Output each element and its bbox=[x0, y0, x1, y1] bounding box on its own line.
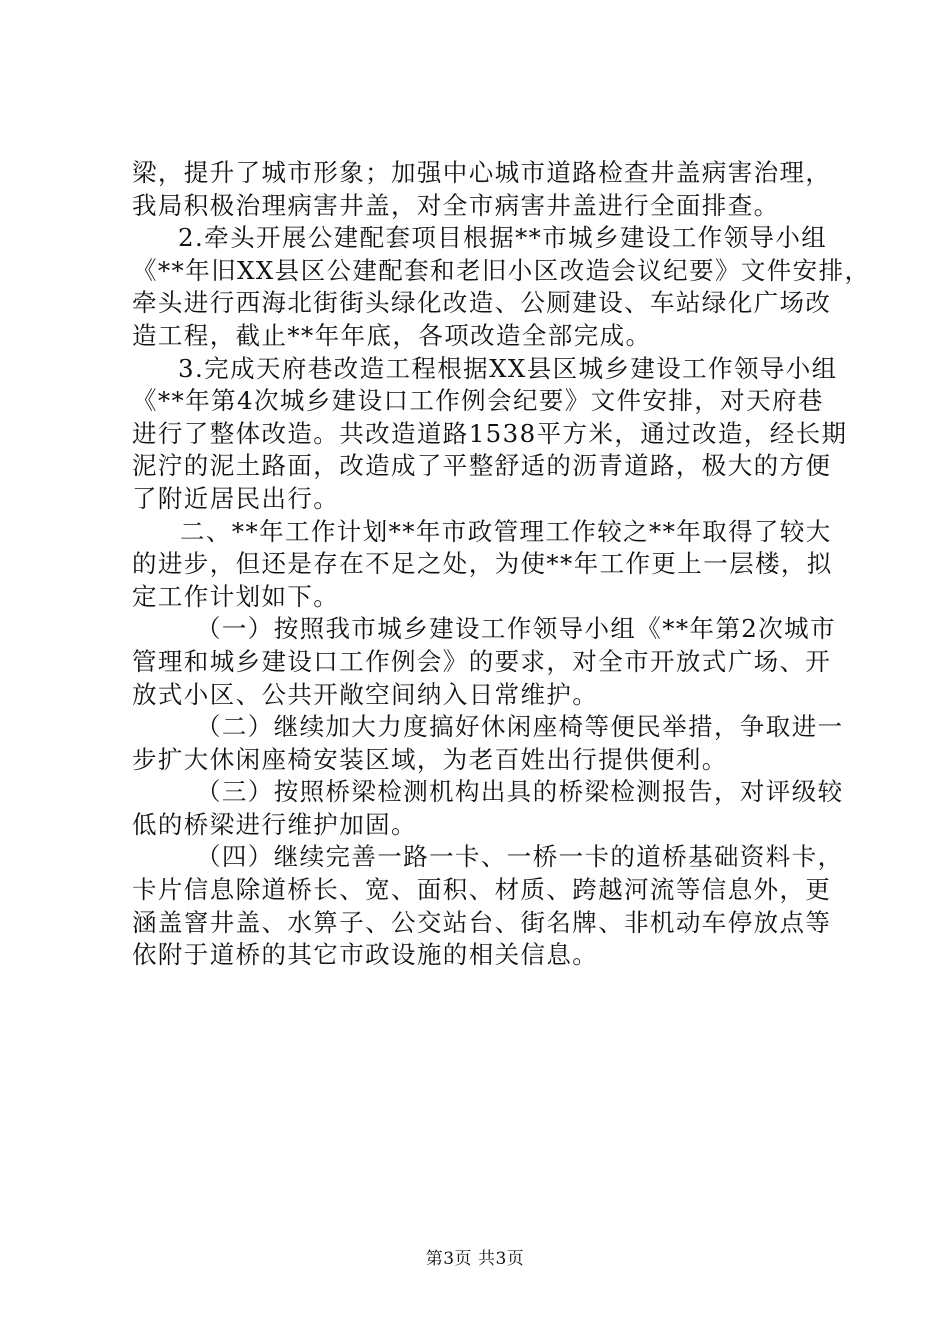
text-line: 梁，提升了城市形象；加强中心城市道路检查井盖病害治理， bbox=[132, 158, 832, 187]
text-line: 2.牵头开展公建配套项目根据**市城乡建设工作领导小组 bbox=[178, 223, 828, 253]
text-line: 依附于道桥的其它市政设施的相关信息。 bbox=[132, 940, 599, 970]
text-line: 我局积极治理病害井盖，对全市病害井盖进行全面排查。 bbox=[132, 190, 780, 220]
document-body bbox=[132, 157, 871, 972]
text-line: 了附近居民出行。 bbox=[132, 483, 340, 513]
text-line: （一）按照我市城乡建设工作领导小组《**年第2次城市 bbox=[196, 614, 836, 644]
text-line: 定工作计划如下。 bbox=[132, 581, 340, 611]
text-line: （二）继续加大力度搞好休闲座椅等便民举措，争取进一 bbox=[196, 712, 844, 742]
text-line: 3.完成天府巷改造工程根据XX县区城乡建设工作领导小组 bbox=[178, 353, 838, 383]
text-line: 卡片信息除道桥长、宽、面积、材质、跨越河流等信息外，更 bbox=[132, 875, 832, 905]
text-line: 放式小区、公共开敞空间纳入日常维护。 bbox=[132, 679, 599, 709]
text-line: 《**年第4次城乡建设口工作例会纪要》文件安排，对天府巷 bbox=[132, 386, 824, 416]
text-line: 进行了整体改造。共改造道路1538平方米，通过改造，经长期 bbox=[132, 418, 848, 448]
text-line: （四）继续完善一路一卡、一桥一卡的道桥基础资料卡， bbox=[196, 842, 844, 872]
page-footer: 第3页 共3页 bbox=[425, 1249, 525, 1269]
text-line: （三）按照桥梁检测机构出具的桥梁检测报告，对评级较 bbox=[196, 777, 844, 807]
text-line: 的进步，但还是存在不足之处，为使**年工作更上一层楼，拟 bbox=[132, 549, 833, 579]
text-line: 低的桥梁进行维护加固。 bbox=[132, 809, 417, 839]
text-line: 《**年旧XX县区公建配套和老旧小区改造会议纪要》文件安排， bbox=[132, 255, 871, 285]
text-line: 泥泞的泥土路面，改造成了平整舒适的沥青道路，极大的方便 bbox=[132, 451, 832, 481]
text-line: 步扩大休闲座椅安装区域，为老百姓出行提供便利。 bbox=[132, 744, 728, 774]
text-line: 造工程，截止**年年底，各项改造全部完成。 bbox=[132, 320, 652, 350]
text-line: 管理和城乡建设口工作例会》的要求，对全市开放式广场、开 bbox=[132, 646, 832, 676]
text-line: 牵头进行西海北街街头绿化改造、公厕建设、车站绿化广场改 bbox=[132, 288, 832, 318]
text-line: 二、**年工作计划**年市政管理工作较之**年取得了较大 bbox=[180, 516, 832, 546]
text-line: 涵盖窨井盖、水箅子、公交站台、街名牌、非机动车停放点等 bbox=[132, 907, 832, 937]
